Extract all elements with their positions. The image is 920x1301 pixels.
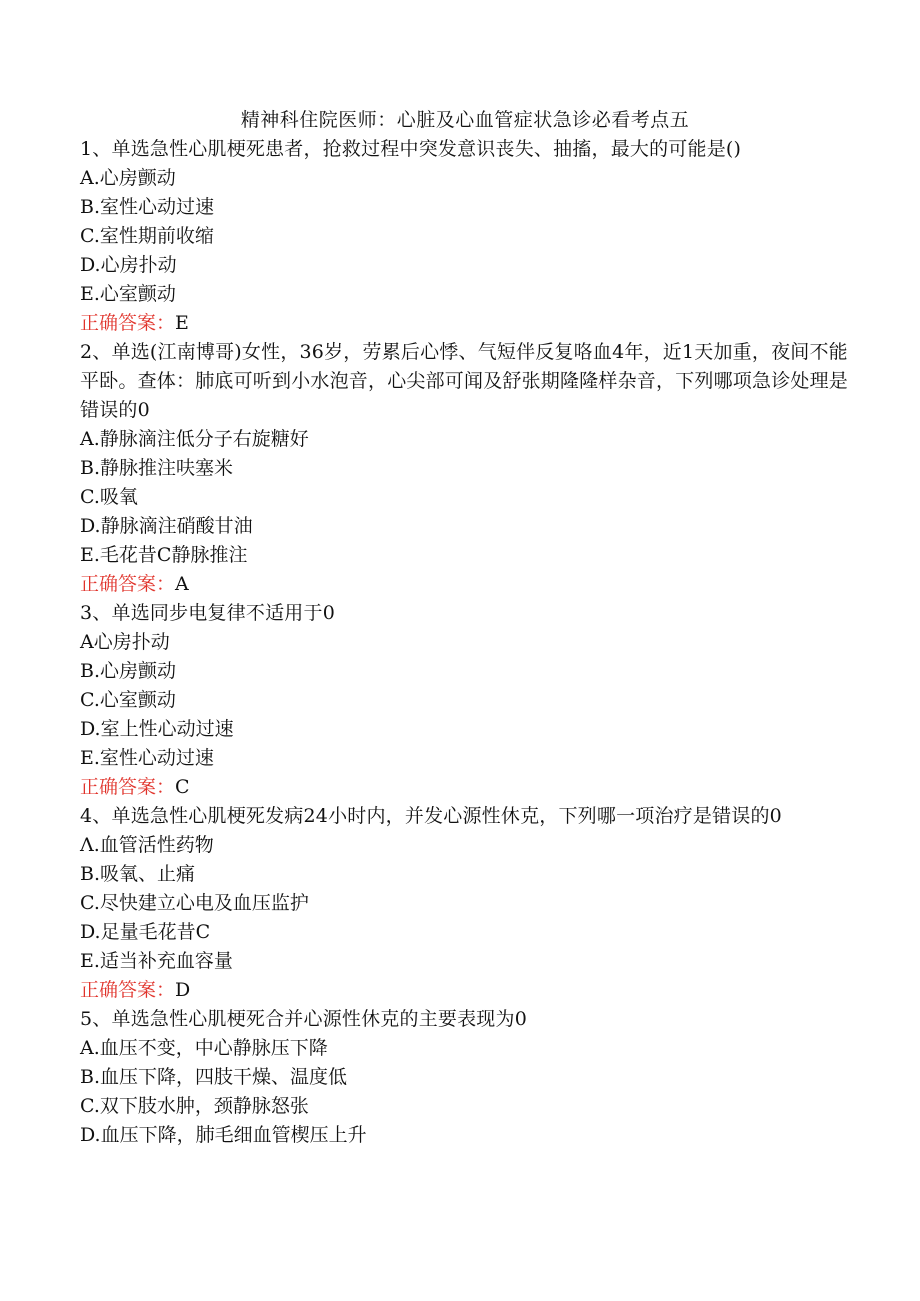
option-d: D.足量毛花昔C	[80, 921, 211, 943]
answer-value: D	[175, 979, 191, 1001]
option-c: C.双下肢水肿，颈静脉怒张	[80, 1095, 309, 1117]
correct-answer	[80, 570, 850, 599]
question-stem: 5、单选急性心肌梗死合并心源性休克的主要表现为0	[80, 1008, 527, 1030]
answer-label: 正确答案：	[80, 312, 176, 334]
option-b: B.静脉推注呋塞米	[80, 457, 234, 479]
answer-label: 正确答案：	[80, 979, 176, 1001]
option-b: B.吸氧、止痛	[80, 863, 196, 885]
answer-value: A	[175, 573, 189, 595]
page-title: 精神科住院医师：心脏及心血管症状急诊必看考点五	[240, 109, 690, 131]
option-a: A.静脉滴注低分子右旋糖好	[80, 428, 309, 450]
question-stem: 4、单选急性心肌梗死发病24小时内，并发心源性休克，下列哪一项治疗是错误的0	[80, 805, 782, 827]
option-d: D.心房扑动	[80, 254, 177, 276]
option-c: C.室性期前收缩	[80, 225, 214, 247]
option-d: D.室上性心动过速	[80, 718, 234, 740]
option-a: A.心房颤动	[80, 167, 176, 189]
answer-value: C	[175, 776, 190, 798]
answer-label: 正确答案：	[80, 776, 176, 798]
option-c: C.心室颤动	[80, 689, 176, 711]
option-a: A.血压不变，中心静脉压下降	[80, 1037, 328, 1059]
question-3	[80, 599, 850, 802]
option-d: D.血压下降，肺毛细血管楔压上升	[80, 1124, 367, 1146]
answer-label: 正确答案：	[80, 573, 176, 595]
option-b: B.室性心动过速	[80, 196, 215, 218]
option-e: E.室性心动过速	[80, 747, 214, 769]
option-c: C.吸氧	[80, 486, 138, 508]
option-d: D.静脉滴注硝酸甘油	[80, 515, 253, 537]
correct-answer	[80, 773, 850, 802]
answer-value: E	[175, 312, 189, 334]
correct-answer	[80, 309, 850, 338]
option-b: B.血压下降，四肢干燥、温度低	[80, 1066, 348, 1088]
option-e: E.适当补充血容量	[80, 950, 233, 972]
question-2	[80, 338, 850, 599]
question-stem: 3、单选同步电复律不适用于0	[80, 602, 335, 624]
question-1	[80, 135, 850, 338]
option-e: E.心室颤动	[80, 283, 176, 305]
option-a: A心房扑动	[80, 631, 170, 653]
question-stem: 1、单选急性心肌梗死患者，抢救过程中突发意识丧失、抽搐，最大的可能是()	[80, 138, 742, 160]
option-e: E.毛花昔C静脉推注	[80, 544, 248, 566]
correct-answer	[80, 976, 850, 1005]
question-stem: 2、单选(江南博哥)女性，36岁，劳累后心悸、气短伴反复咯血4年，近1天加重，夜间不能平卧。查体：肺底可听到小水泡音，心尖部可闻及舒张期隆隆样杂音，下列哪项急诊处理是错误的0	[80, 341, 849, 421]
option-b: B.心房颤动	[80, 660, 177, 682]
option-a: Λ.血管活性药物	[80, 834, 214, 856]
question-4	[80, 802, 850, 1005]
option-c: C.尽快建立心电及血压监护	[80, 892, 309, 914]
question-5	[80, 1005, 850, 1150]
